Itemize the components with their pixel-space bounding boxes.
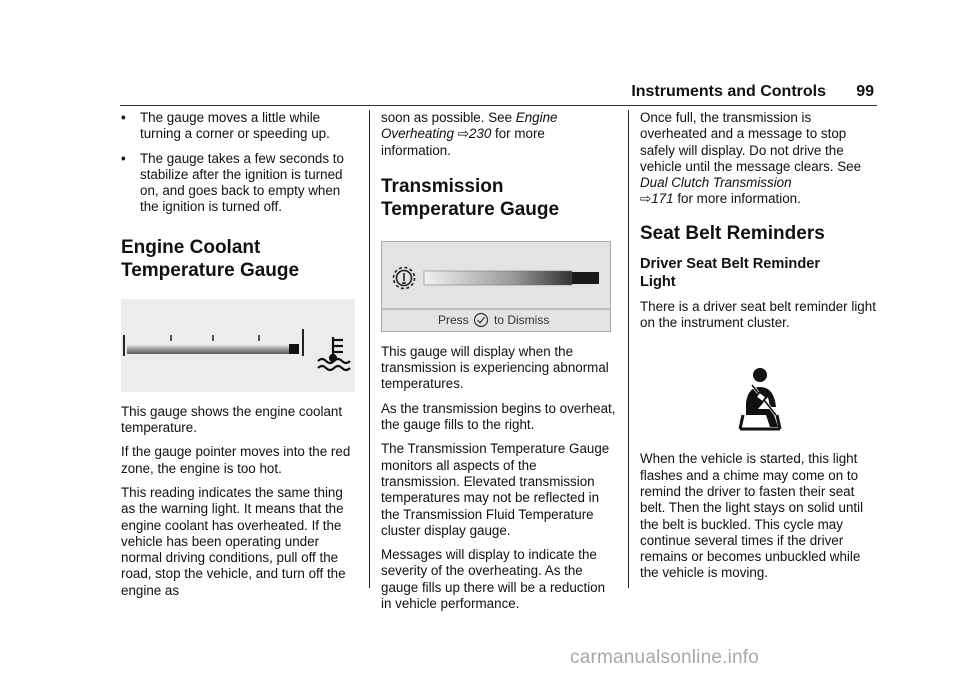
seat-belt-icon — [640, 345, 876, 445]
paragraph: This gauge will display when the transmission is experiencing abnormal temperatures. — [381, 343, 609, 392]
figure-prompt-press: Press — [438, 312, 469, 327]
continued-text: soon as possible. See — [381, 110, 513, 125]
column-divider — [369, 110, 370, 588]
coolant-gauge-graphic — [121, 299, 355, 392]
transmission-gauge-figure — [381, 241, 611, 332]
paragraph — [640, 110, 880, 208]
bullet-text: The gauge moves a little while turning a corner or speeding up. — [140, 110, 330, 142]
cross-reference-page[interactable]: 171 — [651, 191, 674, 207]
intro-text: Once full, the transmission is overheated and a message to stop safely will display. Do not drive the vehicle until the message clears. See — [640, 110, 862, 174]
header-rule — [120, 105, 877, 106]
seat-belt-figure — [640, 345, 876, 445]
cross-reference-title[interactable]: Dual Clutch Transmission — [640, 175, 792, 191]
transmission-temperature-icon — [394, 267, 415, 288]
list-item — [121, 151, 357, 216]
paragraph — [381, 110, 617, 159]
paragraph: The Transmission Temperature Gauge monitors all aspects of the transmission. Elevated transmission temperatures may not be reflected in the Transmission Fluid Temperature cluster display gauge. — [381, 441, 610, 538]
column-3 — [640, 110, 880, 590]
section-heading: Transmission Temperature Gauge — [381, 175, 560, 220]
check-circle-icon — [475, 313, 488, 326]
transmission-gauge-graphic — [382, 242, 610, 331]
watermark: carmanualsonline.info — [570, 647, 760, 668]
cross-reference-title[interactable]: Engine Overheating — [381, 110, 558, 142]
paragraph: There is a driver seat belt reminder light on the instrument cluster. — [640, 298, 876, 331]
paragraph: When the vehicle is started, this light flashes and a chime may come on to remind the driver to fasten their seat belt. Then the light stays on solid until the belt is buckled. This cycle may continue several times if the driver remains or becomes unbuckled while the vehicle is moving. — [640, 451, 864, 581]
paragraph: This gauge shows the engine coolant temperature. — [121, 403, 343, 436]
page-number: 99 — [856, 83, 874, 100]
paragraph: If the gauge pointer moves into the red zone, the engine is too hot. — [121, 444, 351, 476]
continued-text-tail: for more information. — [381, 126, 545, 158]
paragraph: This reading indicates the same thing as the warning light. It means that the engine coolant has overheated. If the vehicle has been operating under normal driving conditions, pull off the road, stop the vehicle, and turn off the engine as — [121, 484, 346, 598]
bullet-marker: • — [121, 110, 126, 125]
column-1 — [121, 110, 357, 607]
column-divider — [628, 110, 629, 588]
arrow-icon: ⇨ — [457, 126, 469, 142]
bullet-text: The gauge takes a few seconds to stabilize after the ignition is turned on, and goes back to empty when the ignition is turned off. — [140, 150, 344, 215]
arrow-icon: ⇨ — [640, 191, 652, 207]
column-2 — [381, 110, 617, 620]
bullet-marker: • — [121, 150, 126, 166]
coolant-temperature-icon — [318, 337, 350, 370]
subsection-heading: Driver Seat Belt Reminder Light — [640, 255, 821, 290]
section-heading: Seat Belt Reminders — [640, 222, 825, 244]
section-title: Instruments and Controls — [631, 83, 826, 100]
coolant-gauge-figure — [121, 299, 355, 392]
section-heading: Engine Coolant Temperature Gauge — [121, 236, 300, 281]
list-item — [121, 110, 357, 143]
paragraph: Messages will display to indicate the severity of the overheating. As the gauge fills up there will be a reduction in vehicle performance. — [381, 547, 606, 612]
paragraph: As the transmission begins to overheat, the gauge fills to the right. — [381, 400, 616, 433]
cross-reference-page[interactable]: 230 — [468, 126, 492, 142]
figure-prompt-dismiss: to Dismiss — [494, 312, 550, 327]
intro-text-tail: for more information. — [677, 191, 801, 207]
